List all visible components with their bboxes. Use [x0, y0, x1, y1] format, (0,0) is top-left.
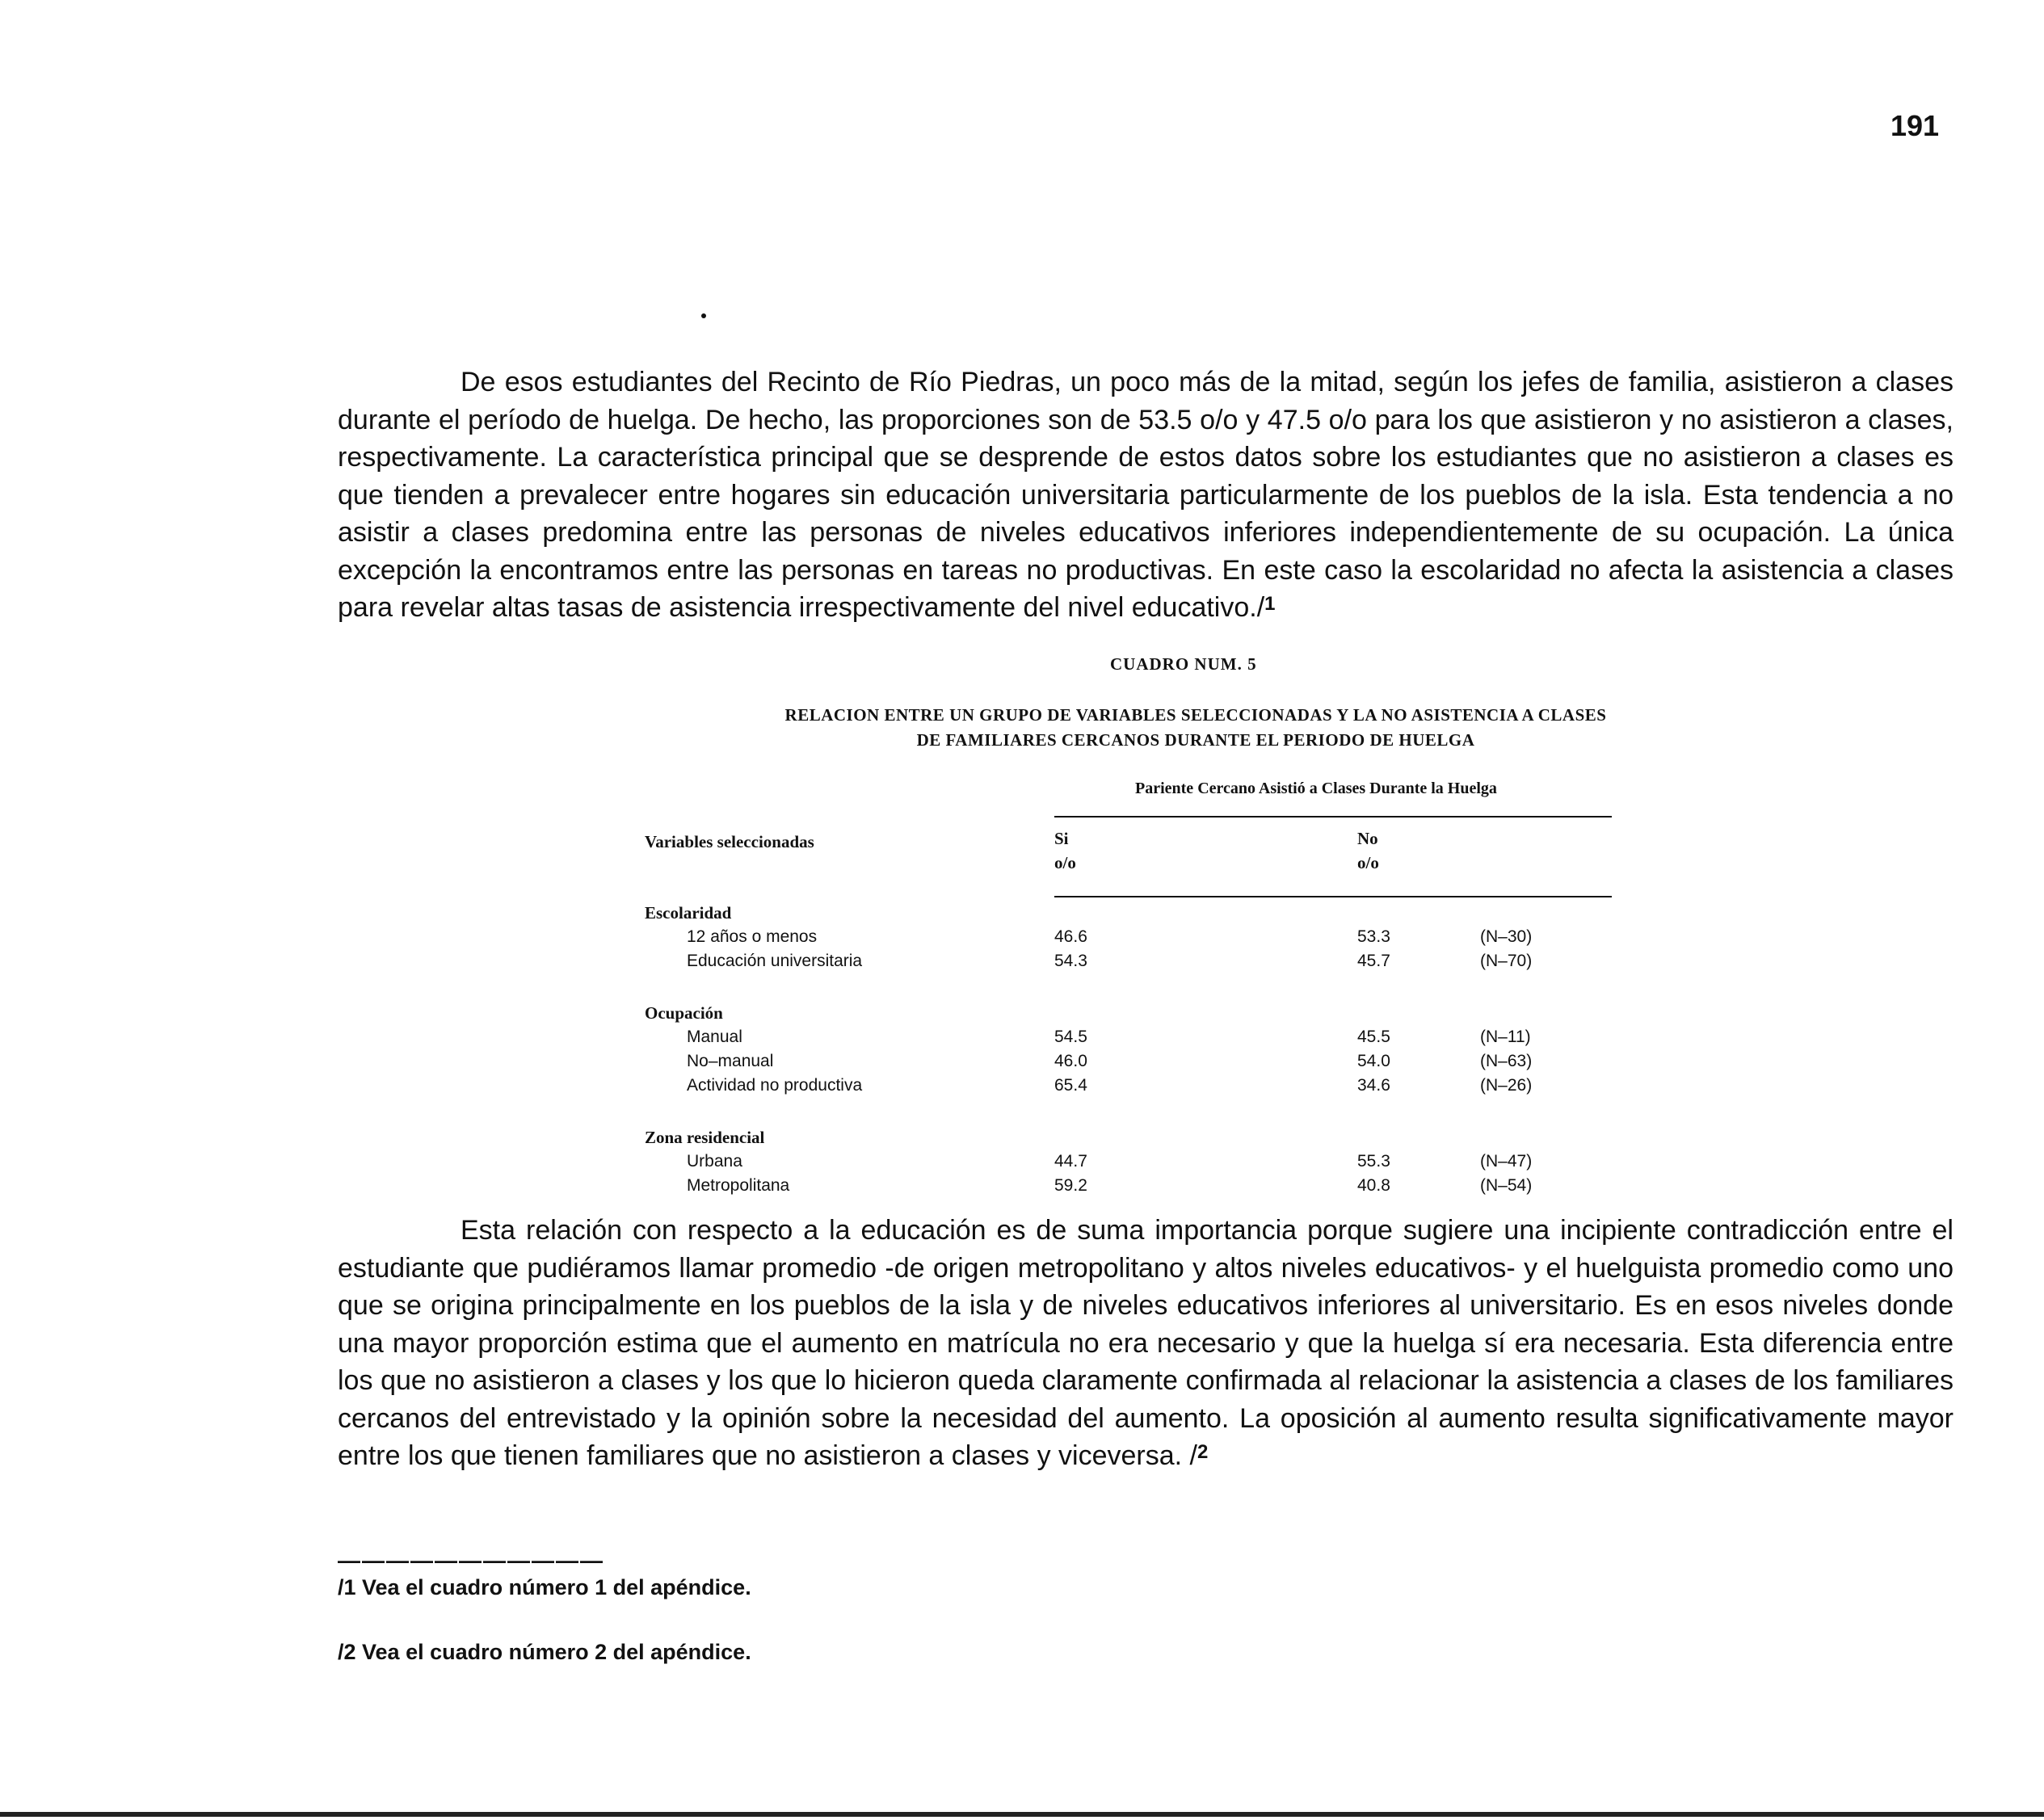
footnote-separator: ——————————— — [338, 1548, 604, 1573]
row-label: Educación universitaria — [687, 952, 863, 970]
row-label: No–manual — [687, 1052, 774, 1070]
table-row — [0, 952, 2044, 976]
column-header-no: No — [1357, 829, 1378, 848]
table-rule-header — [1054, 896, 1612, 897]
table-row — [0, 1028, 2044, 1052]
body-paragraph-2 — [338, 1212, 1954, 1475]
column-header-si: Si — [1054, 829, 1069, 848]
row-label: Urbana — [687, 1152, 742, 1171]
row-no-value: 45.5 — [1357, 1028, 1390, 1046]
row-si-value: 54.5 — [1054, 1028, 1087, 1046]
row-si-value: 46.6 — [1054, 927, 1087, 946]
table-row — [0, 1176, 2044, 1200]
row-label: Manual — [687, 1028, 742, 1046]
section-label-ocupacion: Ocupación — [645, 1003, 723, 1023]
row-si-value: 54.3 — [1054, 952, 1087, 970]
paragraph-1-text: De esos estudiantes del Recinto de Río Piedras, un poco más de la mitad, según los jefes de familia, asistieron a clases durante el período de huelga. De hecho, las proporciones son de 53.5 o/o y 47.5 o/o para los que asistieron y no asistieron a clases, respectivamente. La característica principal que se desprende de estos datos sobre los estudiantes que no asistieron a clases es que tienden a prevalecer entre hogares sin educación universitaria particularmente de los pueblos de la isla. Esta tendencia a no asistir a clases predomina entre las personas de niveles educativos inferiores independientemente de su ocupación. La única excepción la encontramos entre las personas en tareas no productivas. En este caso la escolaridad no afecta la asistencia a clases para revelar altas tasas de asistencia irrespectivamente del nivel educativo./ — [338, 367, 1954, 623]
row-n-value: (N–30) — [1480, 927, 1533, 946]
table-row — [0, 927, 2044, 952]
column-header-variables: Variables seleccionadas — [645, 832, 814, 851]
page-number: 191 — [1890, 109, 1940, 142]
row-label: Actividad no productiva — [687, 1076, 863, 1095]
footnote-2: /2 Vea el cuadro número 2 del apéndice. — [338, 1640, 751, 1664]
table-row — [0, 1052, 2044, 1076]
table-title-line-1: RELACION ENTRE UN GRUPO DE VARIABLES SELECCIONADAS Y LA NO ASISTENCIA A CLASES — [784, 705, 1607, 725]
row-label: Metropolitana — [687, 1176, 790, 1195]
page-bottom-rule — [0, 1812, 2044, 1817]
row-no-value: 55.3 — [1357, 1152, 1390, 1171]
row-label: 12 años o menos — [687, 927, 818, 946]
footnote-1: /1 Vea el cuadro número 1 del apéndice. — [338, 1575, 751, 1599]
row-n-value: (N–26) — [1480, 1076, 1533, 1095]
table-title — [695, 703, 1697, 753]
row-n-value: (N–54) — [1480, 1176, 1533, 1195]
row-no-value: 54.0 — [1357, 1052, 1390, 1070]
row-no-value: 40.8 — [1357, 1176, 1390, 1195]
footnote-ref-2: 2 — [1197, 1441, 1209, 1463]
row-no-value: 45.7 — [1357, 952, 1390, 970]
column-group-header: Pariente Cercano Asistió a Clases Durante la Huelga — [1135, 780, 1497, 797]
footnote-ref-1: 1 — [1264, 593, 1276, 615]
body-paragraph-1 — [338, 364, 1954, 627]
row-si-value: 46.0 — [1054, 1052, 1087, 1070]
row-no-value: 34.6 — [1357, 1076, 1390, 1095]
section-label-escolaridad: Escolaridad — [645, 903, 732, 923]
row-n-value: (N–63) — [1480, 1052, 1533, 1070]
column-header-si-unit: o/o — [1054, 853, 1076, 872]
row-n-value: (N–70) — [1480, 952, 1533, 970]
column-header-no-unit: o/o — [1357, 853, 1379, 872]
row-si-value: 44.7 — [1054, 1152, 1087, 1171]
row-si-value: 59.2 — [1054, 1176, 1087, 1195]
table-row — [0, 1152, 2044, 1176]
stray-dot — [701, 313, 706, 318]
row-si-value: 65.4 — [1054, 1076, 1087, 1095]
paragraph-2-text: Esta relación con respecto a la educación es de suma importancia porque sugiere una incipiente contradicción entre el estudiante que pudiéramos llamar promedio -de origen metropolitano y altos niveles educativos- y el huelguista promedio como uno que se origina principalmente en los pueblos de la isla y de niveles educativos inferiores al universitario. Es en esos niveles donde una mayor proporción estima que el aumento en matrícula no era necesario y que la huelga sí era necesaria. Esta diferencia entre los que no asistieron a clases y los que lo hicieron queda claramente confirmada al relacionar la asistencia a clases de los familiares cercanos del entrevistado y la opinión sobre la necesidad del aumento. La oposición al aumento resulta significativamente mayor entre los que tienen familiares que no asistieron a clases y viceversa. / — [338, 1215, 1954, 1471]
row-no-value: 53.3 — [1357, 927, 1390, 946]
table-number: CUADRO NUM. 5 — [1110, 654, 1257, 674]
table-title-line-2: DE FAMILIARES CERCANOS DURANTE EL PERIODO DE HUELGA — [916, 730, 1475, 750]
section-label-zona-residencial: Zona residencial — [645, 1128, 765, 1147]
row-n-value: (N–11) — [1480, 1028, 1531, 1046]
row-n-value: (N–47) — [1480, 1152, 1533, 1171]
table-rule-top — [1054, 816, 1612, 818]
table-row — [0, 1076, 2044, 1100]
